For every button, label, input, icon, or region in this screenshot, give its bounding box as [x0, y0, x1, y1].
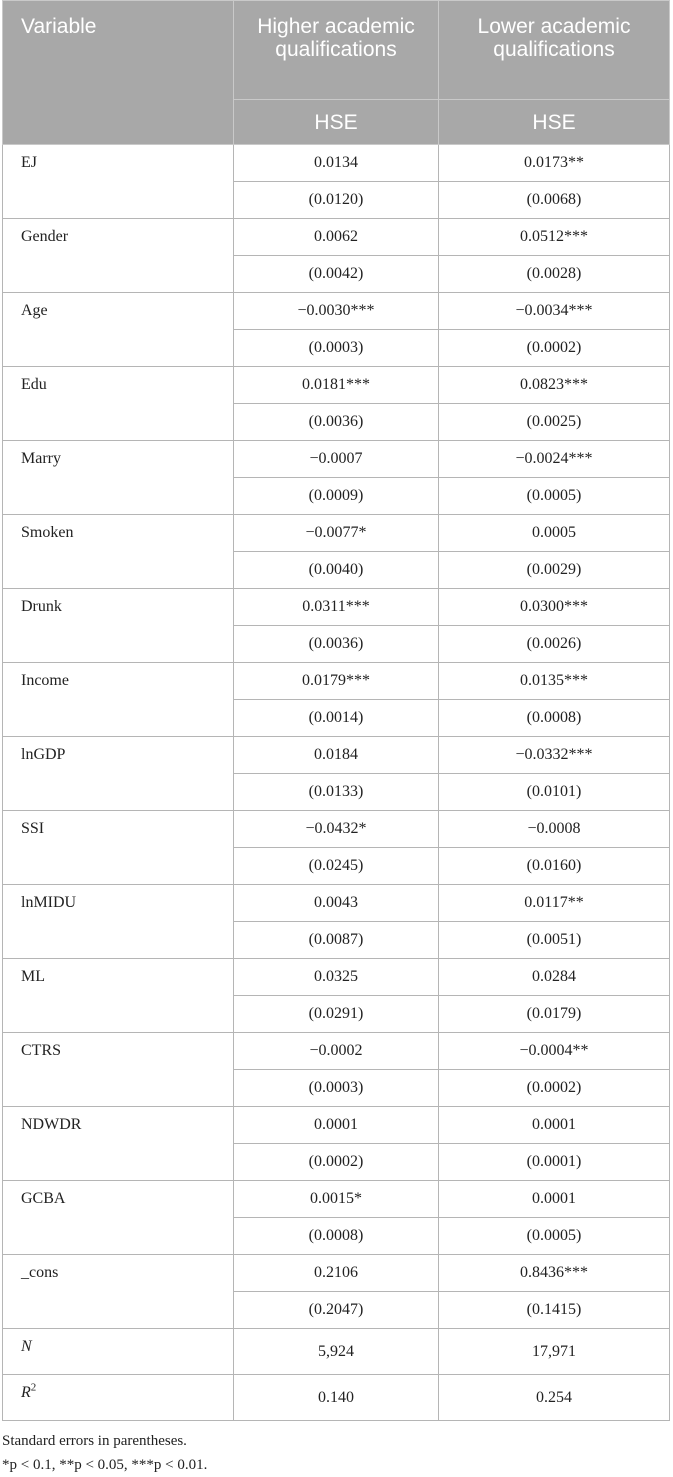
- coef-higher: 0.0179***: [234, 663, 439, 700]
- coef-lower: 0.8436***: [439, 1255, 670, 1292]
- r2-value-lower: 0.254: [439, 1375, 670, 1421]
- coef-row: [3, 219, 670, 256]
- coef-lower: 0.0005: [439, 515, 670, 552]
- variable-name: Gender: [3, 219, 234, 293]
- coef-row: [3, 367, 670, 404]
- coef-lower: 0.0173**: [439, 145, 670, 182]
- coef-higher: 0.0015*: [234, 1181, 439, 1218]
- se-lower: (0.0068): [439, 182, 670, 219]
- coef-row: [3, 885, 670, 922]
- coef-row: [3, 441, 670, 478]
- se-lower: (0.0002): [439, 1070, 670, 1107]
- coef-higher: −0.0030***: [234, 293, 439, 330]
- se-higher: (0.0003): [234, 330, 439, 367]
- n-value-higher: 5,924: [234, 1329, 439, 1375]
- coef-row: [3, 145, 670, 182]
- se-lower: (0.0008): [439, 700, 670, 737]
- se-lower: (0.1415): [439, 1292, 670, 1329]
- coef-row: [3, 293, 670, 330]
- variable-name: _cons: [3, 1255, 234, 1329]
- variable-name: lnMIDU: [3, 885, 234, 959]
- variable-name: lnGDP: [3, 737, 234, 811]
- coef-higher: 0.0181***: [234, 367, 439, 404]
- coef-row: [3, 811, 670, 848]
- variable-name: GCBA: [3, 1181, 234, 1255]
- coef-higher: −0.0007: [234, 441, 439, 478]
- n-row: [3, 1329, 670, 1375]
- coef-higher: 0.0184: [234, 737, 439, 774]
- coef-higher: 0.0311***: [234, 589, 439, 626]
- variable-name: ML: [3, 959, 234, 1033]
- coef-row: [3, 663, 670, 700]
- se-higher: (0.0036): [234, 626, 439, 663]
- coef-lower: 0.0117**: [439, 885, 670, 922]
- coef-lower: −0.0004**: [439, 1033, 670, 1070]
- coef-higher: −0.0002: [234, 1033, 439, 1070]
- se-higher: (0.0002): [234, 1144, 439, 1181]
- se-higher: (0.0042): [234, 256, 439, 293]
- se-higher: (0.0133): [234, 774, 439, 811]
- se-lower: (0.0002): [439, 330, 670, 367]
- coef-higher: 0.0062: [234, 219, 439, 256]
- se-lower: (0.0028): [439, 256, 670, 293]
- coef-higher: 0.0001: [234, 1107, 439, 1144]
- coef-row: [3, 589, 670, 626]
- footnote-standard-errors: Standard errors in parentheses.: [2, 1433, 187, 1449]
- coef-row: [3, 959, 670, 996]
- coef-higher: 0.0043: [234, 885, 439, 922]
- r2-value-higher: 0.140: [234, 1375, 439, 1421]
- se-lower: (0.0005): [439, 1218, 670, 1255]
- variable-name: Edu: [3, 367, 234, 441]
- coef-lower: 0.0001: [439, 1181, 670, 1218]
- se-higher: (0.0245): [234, 848, 439, 885]
- se-lower: (0.0001): [439, 1144, 670, 1181]
- r2-label: $R^2$: [3, 1375, 234, 1421]
- n-label: N: [3, 1329, 234, 1375]
- regression-table: [2, 0, 670, 1421]
- se-higher: (0.0036): [234, 404, 439, 441]
- coef-higher: 0.2106: [234, 1255, 439, 1292]
- coef-lower: 0.0823***: [439, 367, 670, 404]
- se-higher: (0.0008): [234, 1218, 439, 1255]
- se-lower: (0.0179): [439, 996, 670, 1033]
- footnote-significance: *p < 0.1, **p < 0.05, ***p < 0.01.: [2, 1457, 208, 1473]
- se-higher: (0.0040): [234, 552, 439, 589]
- se-lower: (0.0160): [439, 848, 670, 885]
- se-higher: (0.0003): [234, 1070, 439, 1107]
- coef-row: [3, 1033, 670, 1070]
- se-higher: (0.2047): [234, 1292, 439, 1329]
- se-lower: (0.0029): [439, 552, 670, 589]
- se-lower: (0.0101): [439, 774, 670, 811]
- se-lower: (0.0026): [439, 626, 670, 663]
- table-footnote: [2, 1429, 673, 1477]
- higher-qualifications-header: Higher academic qualifications: [234, 1, 439, 100]
- coef-lower: −0.0008: [439, 811, 670, 848]
- coef-row: [3, 1255, 670, 1292]
- coef-higher: −0.0432*: [234, 811, 439, 848]
- variable-name: SSI: [3, 811, 234, 885]
- coef-row: [3, 737, 670, 774]
- hse-subheader-1: HSE: [234, 100, 439, 145]
- variable-name: EJ: [3, 145, 234, 219]
- coef-lower: −0.0024***: [439, 441, 670, 478]
- variable-name: Marry: [3, 441, 234, 515]
- coef-lower: −0.0332***: [439, 737, 670, 774]
- coef-higher: −0.0077*: [234, 515, 439, 552]
- se-higher: (0.0014): [234, 700, 439, 737]
- se-higher: (0.0120): [234, 182, 439, 219]
- lower-qualifications-header: Lower academic qualifications: [439, 1, 670, 100]
- n-value-lower: 17,971: [439, 1329, 670, 1375]
- coef-row: [3, 515, 670, 552]
- se-higher: (0.0009): [234, 478, 439, 515]
- coef-lower: 0.0512***: [439, 219, 670, 256]
- variable-name: CTRS: [3, 1033, 234, 1107]
- coef-lower: 0.0001: [439, 1107, 670, 1144]
- se-lower: (0.0005): [439, 478, 670, 515]
- variable-name: Age: [3, 293, 234, 367]
- coef-lower: −0.0034***: [439, 293, 670, 330]
- coef-lower: 0.0300***: [439, 589, 670, 626]
- coef-row: [3, 1107, 670, 1144]
- coef-lower: 0.0135***: [439, 663, 670, 700]
- coef-row: [3, 1181, 670, 1218]
- variable-header: Variable: [3, 1, 234, 145]
- se-higher: (0.0291): [234, 996, 439, 1033]
- variable-name: Smoken: [3, 515, 234, 589]
- coef-higher: 0.0325: [234, 959, 439, 996]
- variable-name: NDWDR: [3, 1107, 234, 1181]
- se-lower: (0.0025): [439, 404, 670, 441]
- se-higher: (0.0087): [234, 922, 439, 959]
- coef-higher: 0.0134: [234, 145, 439, 182]
- variable-name: Income: [3, 663, 234, 737]
- hse-subheader-2: HSE: [439, 100, 670, 145]
- variable-name: Drunk: [3, 589, 234, 663]
- coef-lower: 0.0284: [439, 959, 670, 996]
- se-lower: (0.0051): [439, 922, 670, 959]
- r2-row: [3, 1375, 670, 1421]
